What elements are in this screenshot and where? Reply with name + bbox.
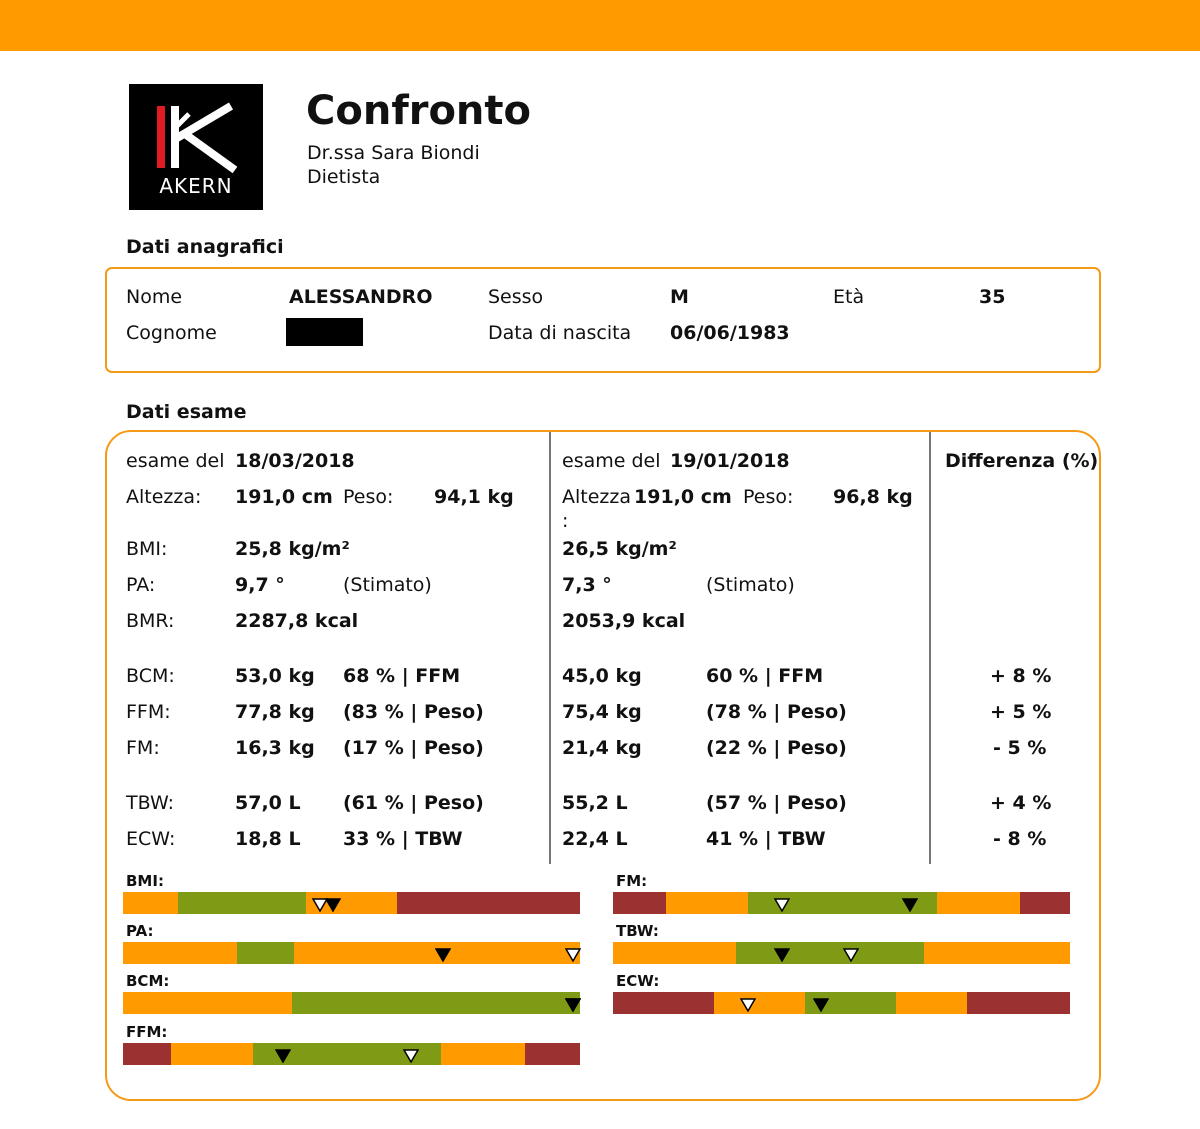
diff-bcm: + 8 % xyxy=(990,665,1052,687)
gauge-label-tbw: TBW: xyxy=(616,922,659,940)
exam1-fm-pct: (17 % | Peso) xyxy=(343,737,484,759)
gauge-bar-tbw xyxy=(613,942,1070,964)
exam1-altezza: 191,0 cm xyxy=(235,486,333,508)
ecw-label: ECW: xyxy=(126,828,176,850)
exam1-ecw: 18,8 L xyxy=(235,828,301,850)
top-accent-bar xyxy=(0,0,1200,51)
gauge-segment-green xyxy=(292,992,580,1014)
exam1-fm: 16,3 kg xyxy=(235,737,315,759)
exam2-altezza: 191,0 cm xyxy=(634,486,732,508)
exam2-fm-pct: (22 % | Peso) xyxy=(706,737,847,759)
exam2-peso-label: Peso: xyxy=(743,486,794,508)
author-role: Dietista xyxy=(307,166,381,188)
gauge-label-ffm: FFM: xyxy=(126,1023,168,1041)
exam2-bmr: 2053,9 kcal xyxy=(562,610,686,632)
gauge-bar-fm xyxy=(613,892,1070,914)
anagrafica-box xyxy=(105,267,1101,373)
section-heading-esame: Dati esame xyxy=(126,401,247,423)
gauge-segment-orange xyxy=(613,942,736,964)
exam1-peso-label: Peso: xyxy=(343,486,394,508)
exam2-ffm: 75,4 kg xyxy=(562,701,642,723)
gauge-marker-black-fm xyxy=(902,898,918,912)
bcm-label: BCM: xyxy=(126,665,175,687)
diff-heading: Differenza (%) xyxy=(945,450,1099,472)
page-title: Confronto xyxy=(306,88,531,134)
exam1-bmr: 2287,8 kcal xyxy=(235,610,359,632)
gauge-bar-ffm xyxy=(123,1043,580,1065)
exam2-fm: 21,4 kg xyxy=(562,737,642,759)
sesso-label: Sesso xyxy=(488,286,544,308)
bmr-label: BMR: xyxy=(126,610,175,632)
exam2-peso: 96,8 kg xyxy=(833,486,913,508)
exam1-ecw-pct: 33 % | TBW xyxy=(343,828,463,850)
exam2-ecw: 22,4 L xyxy=(562,828,628,850)
exam1-pa-note: (Stimato) xyxy=(343,574,432,596)
exam1-tbw: 57,0 L xyxy=(235,792,301,814)
column-divider-1 xyxy=(549,432,551,864)
cognome-redacted xyxy=(286,318,363,346)
exam2-altezza-label: Altezza xyxy=(562,486,632,508)
gauge-marker-black-ecw xyxy=(813,998,829,1012)
column-divider-2 xyxy=(929,432,931,864)
gauge-segment-orange xyxy=(714,992,805,1014)
gauge-segment-orange xyxy=(171,1043,253,1065)
author-name: Dr.ssa Sara Biondi xyxy=(307,142,480,164)
gauge-segment-green xyxy=(736,942,923,964)
exam1-ffm-pct: (83 % | Peso) xyxy=(343,701,484,723)
gauge-segment-orange xyxy=(123,892,178,914)
section-heading-anagrafici: Dati anagrafici xyxy=(126,236,284,258)
nascita-value: 06/06/1983 xyxy=(670,322,790,344)
gauge-label-bmi: BMI: xyxy=(126,872,164,890)
nome-label: Nome xyxy=(126,286,183,308)
gauge-marker-black-pa xyxy=(435,948,451,962)
diff-tbw: + 4 % xyxy=(990,792,1052,814)
gauge-segment-red xyxy=(967,992,1070,1014)
exam1-bcm: 53,0 kg xyxy=(235,665,315,687)
gauge-segment-red xyxy=(525,1043,580,1065)
diff-ecw: - 8 % xyxy=(993,828,1047,850)
exam1-tbw-pct: (61 % | Peso) xyxy=(343,792,484,814)
akern-logo xyxy=(129,84,263,210)
exam1-date: 18/03/2018 xyxy=(235,450,355,472)
gauge-segment-red xyxy=(123,1043,171,1065)
exam2-altezza-colon: : xyxy=(562,510,569,532)
gauge-marker-black-bmi xyxy=(325,898,341,912)
fm-label: FM: xyxy=(126,737,160,759)
gauge-bar-pa xyxy=(123,942,580,964)
exam2-tbw-pct: (57 % | Peso) xyxy=(706,792,847,814)
gauge-marker-white-ecw xyxy=(740,998,756,1012)
gauge-marker-white-ffm xyxy=(403,1049,419,1063)
gauge-segment-red xyxy=(613,992,714,1014)
gauge-segment-orange xyxy=(924,942,1070,964)
exam2-tbw: 55,2 L xyxy=(562,792,628,814)
exam2-ecw-pct: 41 % | TBW xyxy=(706,828,826,850)
exam1-bmi: 25,8 kg/m² xyxy=(235,538,350,560)
eta-value: 35 xyxy=(979,286,1006,308)
exam2-pa: 7,3 ° xyxy=(562,574,612,596)
gauge-segment-green xyxy=(178,892,306,914)
exam1-date-label: esame del xyxy=(126,450,225,472)
gauge-label-ecw: ECW: xyxy=(616,972,660,990)
exam1-altezza-label: Altezza: xyxy=(126,486,202,508)
gauge-marker-black-bcm xyxy=(565,998,581,1012)
exam2-date-label: esame del xyxy=(562,450,661,472)
author-block xyxy=(307,141,480,189)
ffm-label: FFM: xyxy=(126,701,171,723)
gauge-label-bcm: BCM: xyxy=(126,972,170,990)
gauge-bar-ecw xyxy=(613,992,1070,1014)
exam2-bcm-pct: 60 % | FFM xyxy=(706,665,824,687)
gauge-segment-orange xyxy=(123,992,292,1014)
gauge-segment-orange xyxy=(123,942,237,964)
diff-fm: - 5 % xyxy=(993,737,1047,759)
gauge-label-fm: FM: xyxy=(616,872,648,890)
gauge-segment-orange xyxy=(896,992,967,1014)
gauge-bar-bcm xyxy=(123,992,580,1014)
gauge-bar-bmi xyxy=(123,892,580,914)
gauge-marker-white-tbw xyxy=(843,948,859,962)
gauge-segment-green xyxy=(237,942,294,964)
bmi-label: BMI: xyxy=(126,538,168,560)
exam1-peso: 94,1 kg xyxy=(434,486,514,508)
exam2-pa-note: (Stimato) xyxy=(706,574,795,596)
exam2-bcm: 45,0 kg xyxy=(562,665,642,687)
gauge-segment-orange xyxy=(441,1043,526,1065)
pa-label: PA: xyxy=(126,574,156,596)
cognome-label: Cognome xyxy=(126,322,217,344)
gauge-marker-white-fm xyxy=(774,898,790,912)
tbw-label: TBW: xyxy=(126,792,175,814)
exam2-ffm-pct: (78 % | Peso) xyxy=(706,701,847,723)
gauge-segment-red xyxy=(1020,892,1070,914)
gauge-marker-black-tbw xyxy=(774,948,790,962)
gauge-segment-orange xyxy=(937,892,1019,914)
diff-ffm: + 5 % xyxy=(990,701,1052,723)
gauge-marker-black-ffm xyxy=(275,1049,291,1063)
nascita-label: Data di nascita xyxy=(488,322,632,344)
exam1-ffm: 77,8 kg xyxy=(235,701,315,723)
gauge-segment-red xyxy=(397,892,580,914)
eta-label: Età xyxy=(833,286,865,308)
exam1-pa: 9,7 ° xyxy=(235,574,285,596)
gauge-segment-orange xyxy=(666,892,748,914)
nome-value: ALESSANDRO xyxy=(289,286,433,308)
exam2-bmi: 26,5 kg/m² xyxy=(562,538,677,560)
exam2-date: 19/01/2018 xyxy=(670,450,790,472)
gauge-label-pa: PA: xyxy=(126,922,154,940)
gauge-segment-red xyxy=(613,892,666,914)
logo-brand-text: AKERN xyxy=(159,174,233,198)
exam1-bcm-pct: 68 % | FFM xyxy=(343,665,461,687)
gauge-marker-white-pa xyxy=(565,948,581,962)
sesso-value: M xyxy=(670,286,689,308)
